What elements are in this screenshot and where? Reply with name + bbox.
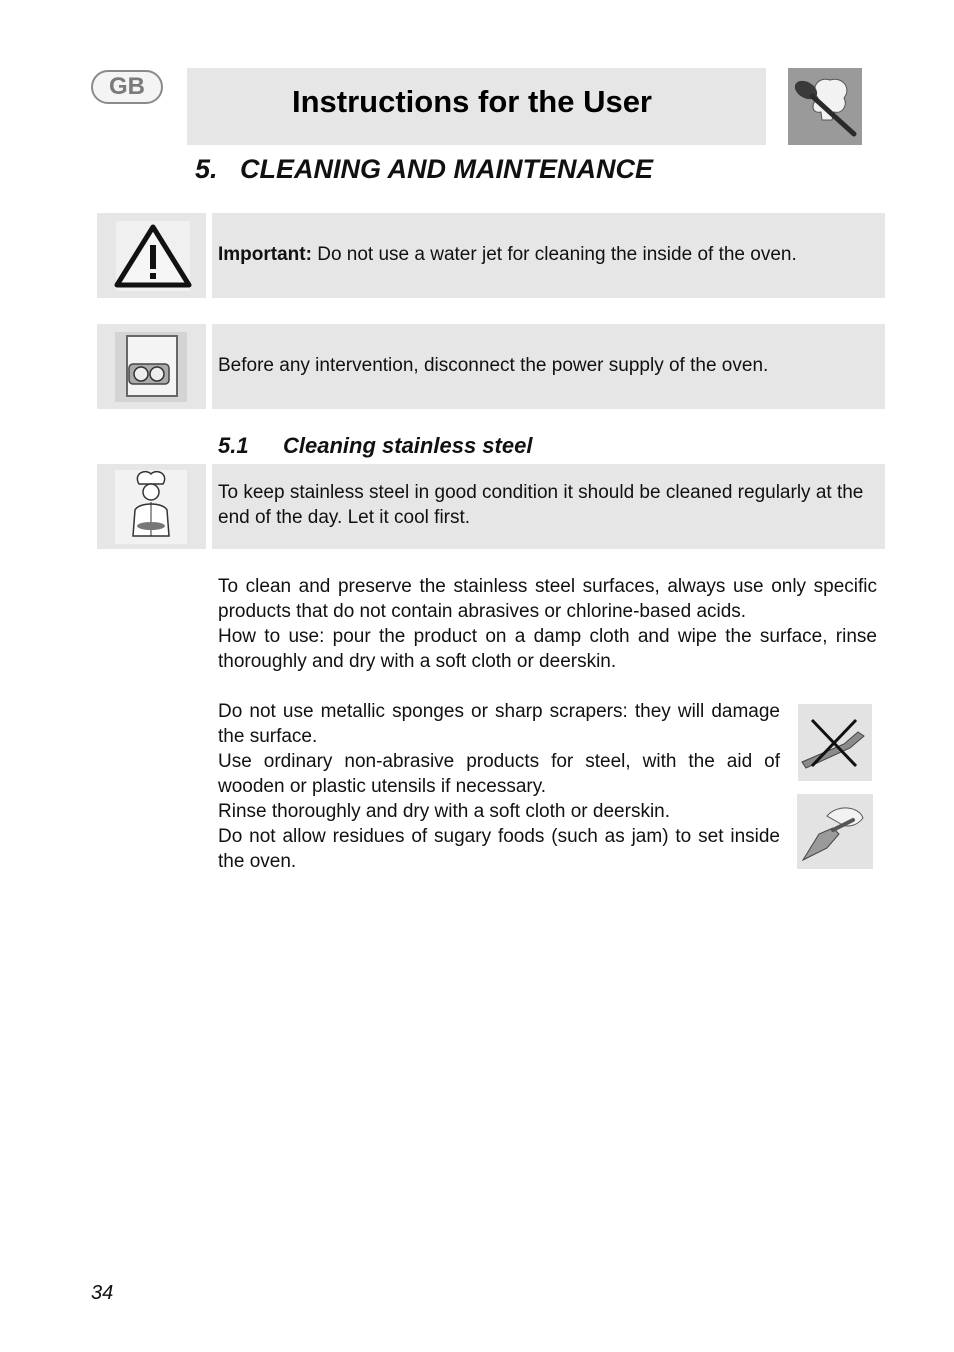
chef-icon (97, 464, 206, 549)
power-note: Before any intervention, disconnect the power supply of the oven. (218, 355, 769, 376)
page-number: 34 (91, 1282, 114, 1304)
section-number: 5. (195, 154, 218, 184)
side-text-block (218, 699, 780, 874)
important-note (218, 242, 878, 267)
warning-triangle-icon (97, 213, 206, 298)
page-title: Instructions for the User (292, 84, 652, 119)
body-paragraph: How to use: pour the product on a damp cloth and wipe the surface, rinse thoroughly and dry with a soft cloth or deerskin. (218, 626, 877, 672)
body-paragraph: Do not use metallic sponges or sharp scrapers: they will damage the surface. (218, 701, 780, 747)
note-text-cell (212, 464, 885, 549)
note-text-cell (212, 324, 885, 409)
stainless-note: To keep stainless steel in good condition it should be cleaned regularly at the end of the day. Let it cool first. (218, 482, 864, 528)
note-icon-cell (97, 213, 206, 298)
body-paragraph: Do not allow residues of sugary foods (such as jam) to set inside the oven. (218, 826, 780, 872)
wooden-spatula-icon (797, 794, 873, 869)
important-text: Do not use a water jet for cleaning the inside of the oven. (311, 244, 797, 265)
subsection-number: 5.1 (218, 433, 249, 458)
body-paragraph: To clean and preserve the stainless steel surfaces, always use only specific products that do not contain abrasives or chlorine-based acids. (218, 576, 877, 622)
subsection-title-text: Cleaning stainless steel (283, 433, 533, 458)
chef-spoon-icon (788, 68, 862, 145)
language-badge: GB (91, 70, 163, 104)
subsection-title (218, 432, 532, 460)
section-title-text: CLEANING AND MAINTENANCE (240, 154, 654, 184)
power-switch-icon (97, 324, 206, 409)
note-icon-cell (97, 464, 206, 549)
note-text-cell (212, 213, 885, 298)
important-label: Important: (218, 244, 312, 265)
section-title (195, 152, 653, 186)
body-paragraph: Rinse thoroughly and dry with a soft cloth or deerskin. (218, 801, 671, 822)
no-scraper-icon (798, 704, 872, 781)
body-paragraph: Use ordinary non-abrasive products for steel, with the aid of wooden or plastic utensils if necessary. (218, 751, 780, 797)
note-icon-cell (97, 324, 206, 409)
